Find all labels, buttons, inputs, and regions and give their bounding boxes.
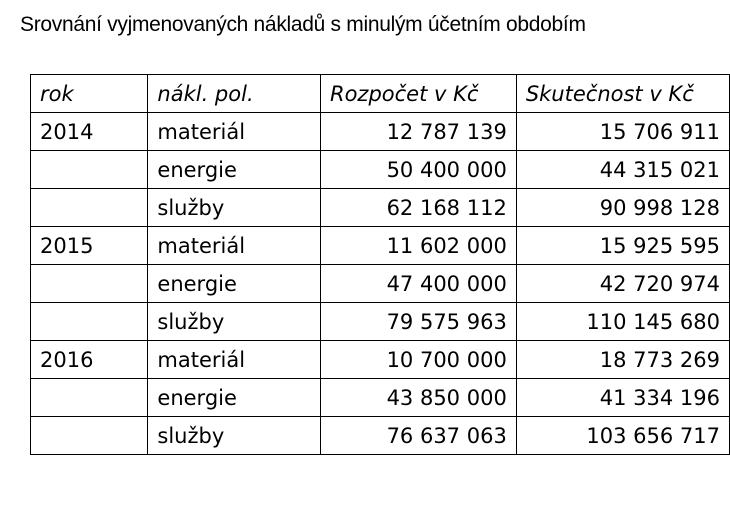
year-cell: 2014	[31, 113, 148, 151]
actual-cell: 110 145 680	[516, 303, 729, 341]
table-row	[31, 151, 730, 189]
table-row	[31, 189, 730, 227]
cost-comparison-table	[30, 74, 730, 455]
table-row	[31, 341, 730, 379]
table-row	[31, 265, 730, 303]
year-cell	[31, 189, 148, 227]
year-cell: 2015	[31, 227, 148, 265]
budget-cell: 62 168 112	[320, 189, 516, 227]
year-cell	[31, 417, 148, 455]
actual-cell: 90 998 128	[516, 189, 729, 227]
table-header-row	[31, 75, 730, 113]
year-cell	[31, 303, 148, 341]
table-row	[31, 303, 730, 341]
cost-item-cell: materiál	[148, 341, 321, 379]
cost-item-cell: energie	[148, 265, 321, 303]
actual-cell: 103 656 717	[516, 417, 729, 455]
year-cell	[31, 265, 148, 303]
header-year: rok	[31, 75, 148, 113]
budget-cell: 11 602 000	[320, 227, 516, 265]
cost-item-cell: energie	[148, 151, 321, 189]
budget-cell: 43 850 000	[320, 379, 516, 417]
cost-item-cell: materiál	[148, 227, 321, 265]
table-row	[31, 227, 730, 265]
header-budget: Rozpočet v Kč	[320, 75, 516, 113]
actual-cell: 42 720 974	[516, 265, 729, 303]
cost-item-cell: materiál	[148, 113, 321, 151]
header-actual: Skutečnost v Kč	[516, 75, 729, 113]
year-cell: 2016	[31, 341, 148, 379]
actual-cell: 18 773 269	[516, 341, 729, 379]
table-row	[31, 417, 730, 455]
table-row	[31, 379, 730, 417]
budget-cell: 79 575 963	[320, 303, 516, 341]
table-caption: Srovnání vyjmenovaných nákladů s minulým účetním obdobím	[20, 13, 586, 36]
budget-cell: 12 787 139	[320, 113, 516, 151]
table-row	[31, 113, 730, 151]
year-cell	[31, 379, 148, 417]
budget-cell: 50 400 000	[320, 151, 516, 189]
cost-item-cell: služby	[148, 303, 321, 341]
actual-cell: 15 925 595	[516, 227, 729, 265]
cost-item-cell: služby	[148, 189, 321, 227]
year-cell	[31, 151, 148, 189]
actual-cell: 41 334 196	[516, 379, 729, 417]
header-item: nákl. pol.	[148, 75, 321, 113]
budget-cell: 10 700 000	[320, 341, 516, 379]
cost-item-cell: služby	[148, 417, 321, 455]
table-body	[31, 113, 730, 455]
actual-cell: 44 315 021	[516, 151, 729, 189]
budget-cell: 76 637 063	[320, 417, 516, 455]
cost-item-cell: energie	[148, 379, 321, 417]
budget-cell: 47 400 000	[320, 265, 516, 303]
actual-cell: 15 706 911	[516, 113, 729, 151]
